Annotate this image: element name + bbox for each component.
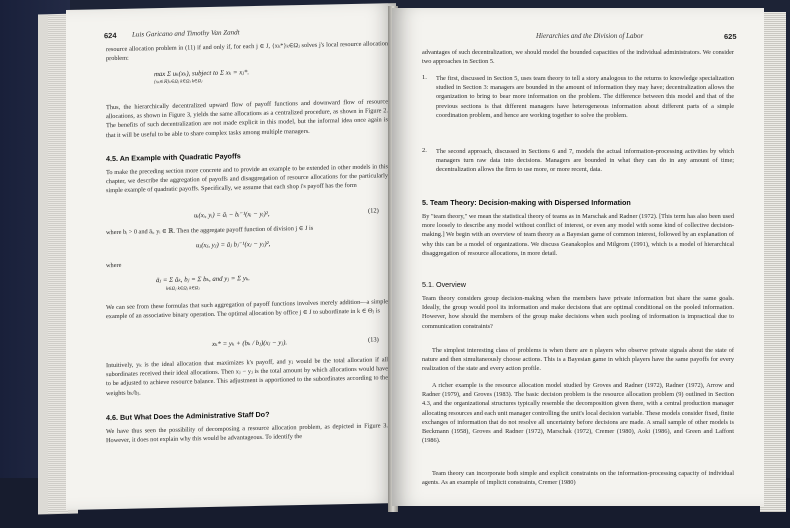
left-paragraph-5: where [106,261,122,270]
right-running-head: Hierarchies and the Division of Labor [536,32,644,40]
left-equation-4: āⱼ = Σ āₖ, bⱼ = Σ bₖ, and yⱼ = Σ yₖ. [156,275,251,285]
left-equation-4-subscripts: k∈Ωⱼ k∈Ωⱼ k∈Ωⱼ [166,286,200,292]
left-equation-1-subscripts: {xₖ∈ℝ}ₖ∈Ωⱼ k∈Ωⱼ k∈Ωⱼ [154,79,203,86]
left-running-head: Luis Garicano and Timothy Van Zandt [132,28,240,39]
left-equation-5: xₖ* = yₖ + (bₖ / bⱼ)(xⱼ − yⱼ). [212,339,288,348]
section-heading-5-1: 5.1. Overview [422,280,466,289]
right-paragraph-3: Team theory considers group decision-making when the members have private information but share the same goals. Ideally, the group would pool its information and make decisions that are optimal conditional on the pooled information. However, how should the members of the group make decisions when such pooling of information is impractical due to communication constraints? [422,295,734,330]
left-paragraph-1: resource allocation problem in (11) if and only if, for each j ∈ J, {xₖ*}ₖ∈Ωⱼ solves j's local resource allocation problem: [106,40,388,63]
right-page-number: 625 [724,32,737,41]
left-paragraph-3: To make the preceding section more concrete and to provide an example to be extended in other models in this chapter, we describe the aggregation of payoffs and disaggregation of resource allocations for the particularly simple example of quadratic payoffs. Specifically, we assume that each shop i's payoff has the form [106,163,388,195]
left-equation-5-number: (13) [368,336,379,344]
left-paragraph-6: We can see from these formulas that such aggregation of payoff functions involves merely addition—a simple example of an associative binary operation. The optimal allocation by office j ∈ J to subordinate in k ∈ Θⱼ is [106,298,388,321]
section-heading-4-5: 4.5. An Example with Quadratic Payoffs [106,151,241,164]
right-paragraph-2: By "team theory," we mean the statistical theory of teams as in Marschak and Radner (1972). [This term has also been used more loosely to describe any model without conflict of interest, or even any model with some kind of collective decision-making.] We begin with an overview of team theory as a Bayesian game of common interest, followed by an explanation of why this can be a model of organizations. We discuss Geanakoplos and Milgrom (1991), which is a model of hierarchical disaggregation of resource allocations, in more detail. [422,213,734,257]
section-heading-4-6: 4.6. But What Does the Administrative Staff Do? [106,409,270,423]
list-item-1-text: The first, discussed in Section 5, uses team theory to tell a story analogous to the returns to knowledge specialization studied in Section 3: managers are bounded in the amount of information they may have; decentralization allows the organization to bring to bear more information on the problem. The difference between this model and that of the previous sections is that different managers have heterogeneous information about different parts of a simple coordination problem, and hence are working together to solve the problem. [436,75,734,119]
left-equation-1: max Σ uₖ(xₖ), subject to Σ xₖ = xⱼ*. [154,69,250,79]
right-page [392,8,764,506]
right-paragraph-1: advantages of such decentralization, we should model the bounded capacities of the individual administrators. We consider two approaches in Section 5. [422,49,734,66]
section-heading-5: 5. Team Theory: Decision-making with Dispersed Information [422,198,631,207]
right-paragraph-4: The simplest interesting class of problems is when there are n players who observe private signals about the state of nature and then simultaneously choose actions. This is a Bayesian game in which players have the same payoffs for every realization of the state and every action profile. [422,347,734,373]
left-page-number: 624 [104,30,117,41]
left-page [66,3,396,510]
left-paragraph-4: where bᵢ > 0 and āᵢ, yᵢ ∈ ℝ. Then the aggregate payoff function of division j ∈ J is [106,224,314,237]
left-paragraph-8: We have thus seen the possibility of decomposing a resource allocation problem, as depicted in Figure 3. However, it does not explain why this would be advantageous. To identify the [106,422,388,445]
right-paragraph-6: Team theory can incorporate both simple and explicit constraints on the information-processing capacity of individual agents. As an example of implicit constraints, Cremer (1980) [422,470,734,487]
left-equation-2-number: (12) [368,207,379,215]
left-paragraph-2: Thus, the hierarchically decentralized upward flow of payoff functions and downward flow of resource allocations, as shown in Figure 3, yields the same allocations as a centralized procedure, as shown in Figure 2. The benefits of such decentralization are not made explicit in this model, but the informal idea once again is that it will be useful to be able to share complex tasks among multiple managers. [106,98,388,139]
list-item-2-text: The second approach, discussed in Sections 6 and 7, models the actual information-processing activities by which managers turn raw data into decisions. Managers are bounded in what they can do in any amount of time; decentralization allows the firm to use more, or more recent, data. [436,148,734,174]
right-paragraph-5: A richer example is the resource allocation model studied by Groves and Radner (1972), Radner (1972), Arrow and Radner (1979), and Groves (1983). The basic decision problem is the resource allocation problem (9) outlined in Section 4.3, and the organizational structures typically resemble the decomposition given there, with a central production manager allocating resources and each unit manager controlling the unit's local decision variable. These models consider fixed, finite exchanges of information that do not resolve all uncertainty before decisions are made. A small sample of other models is Beckmann (1958), Groves and Radner (1972), Marschak (1972), Cremer (1980), Aoki (1986), and Green and Laffont (1986). [422,382,734,445]
left-equation-2: uᵢ(xᵢ, yᵢ) = āᵢ − bᵢ⁻¹(xᵢ − yᵢ)², [194,210,270,220]
left-equation-3: uⱼ(xⱼ, yⱼ) = āⱼ bⱼ⁻¹(xⱼ − yⱼ)², [196,240,271,250]
left-paragraph-7: Intuitively, yₖ is the ideal allocation that maximizes k's payoff, and yⱼ would be the total allocation if all subordinates received their ideal allocations. Then xⱼ − yⱼ is the total amount by which allocations would have to be adjusted to achieve resource balance. This adjustment is apportioned to the subordinates according to the weights bₖ/bⱼ. [106,356,388,397]
list-item-2-number: 2. [422,147,427,154]
list-item-1-number: 1. [422,74,427,81]
